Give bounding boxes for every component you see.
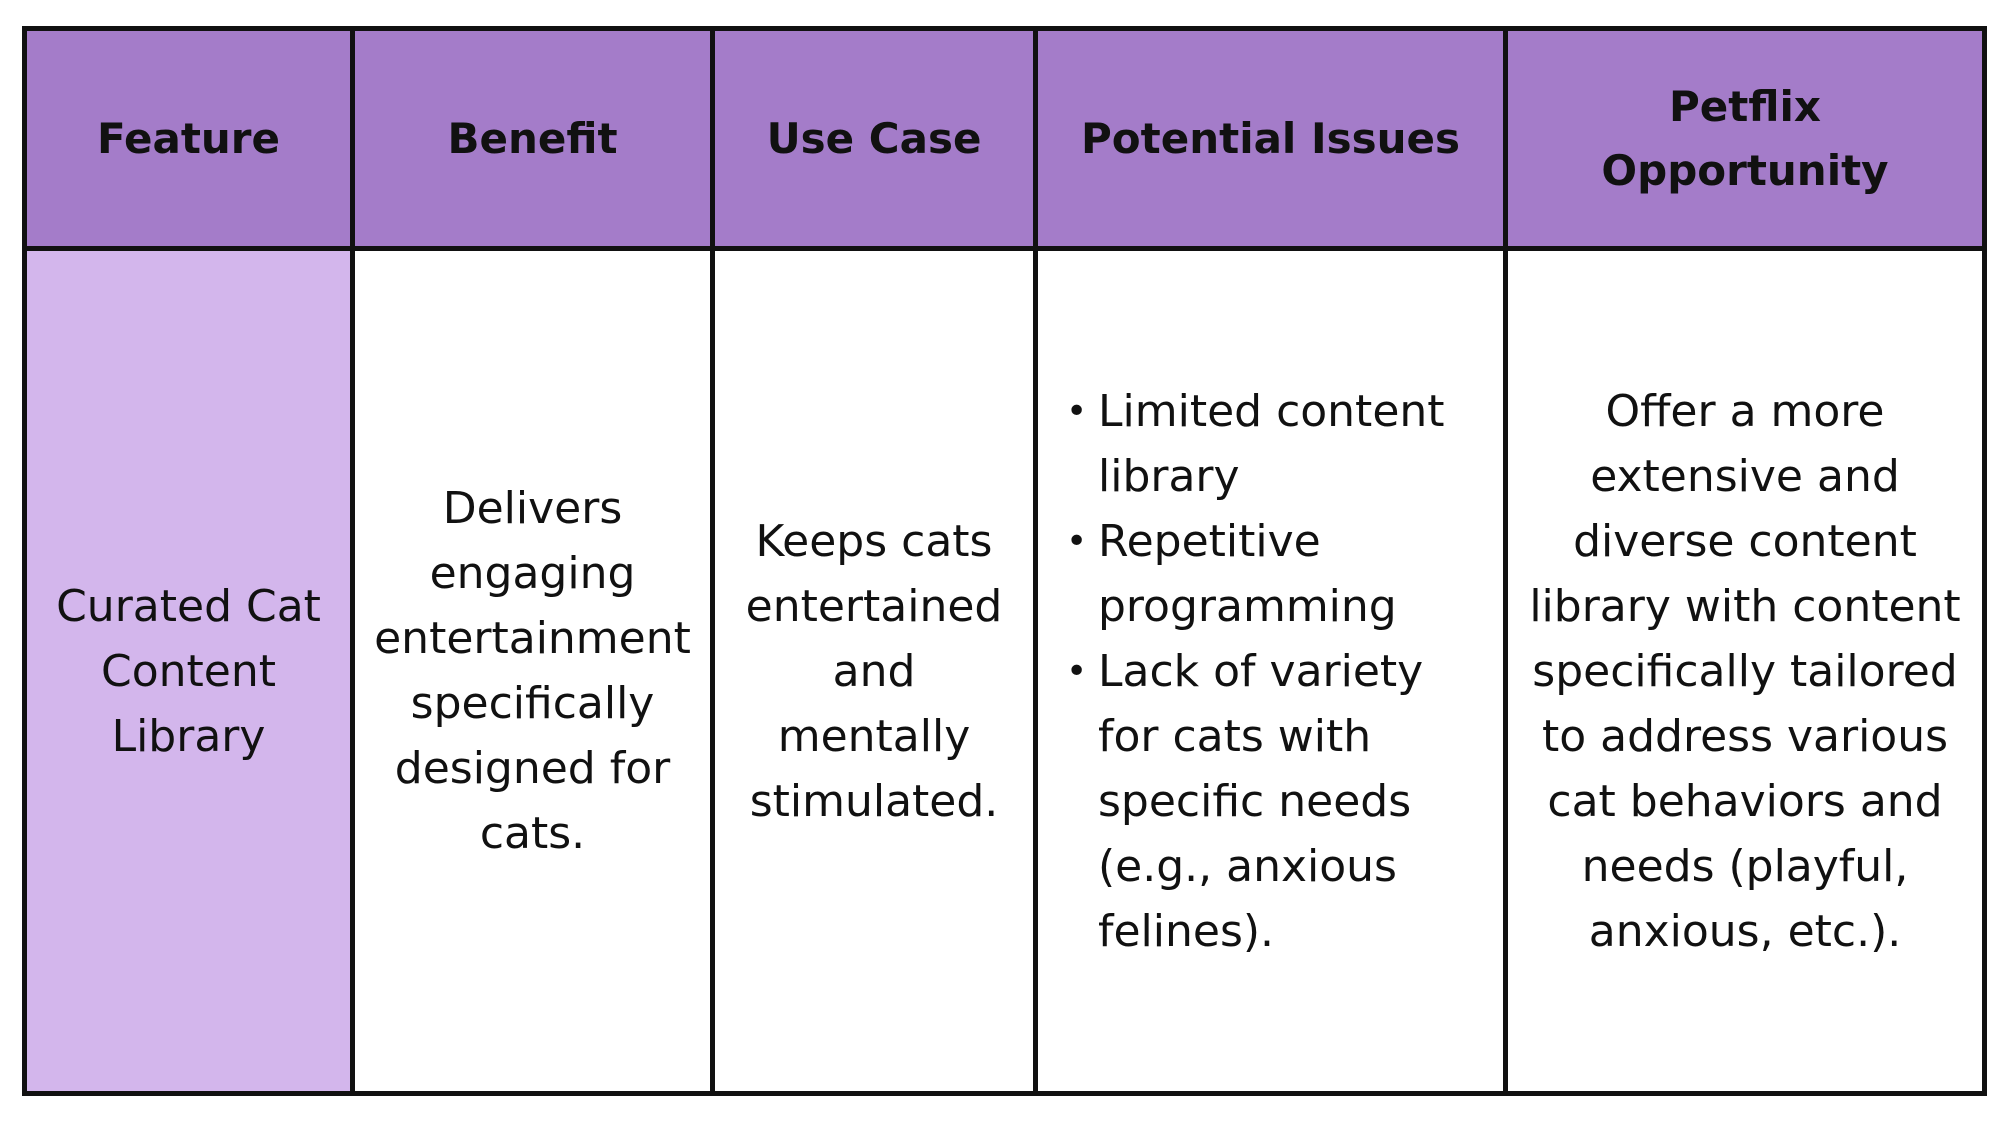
list-item: • Repetitive programming	[1060, 509, 1489, 639]
header-feature: Feature	[25, 29, 353, 249]
header-petflix-opportunity-label: Petflix Opportunity	[1601, 81, 1889, 195]
feature-text: Curated Cat Content Library	[56, 580, 321, 762]
potential-issues-list	[1060, 379, 1489, 964]
potential-issues-cell	[1036, 249, 1506, 1094]
header-benefit: Benefit	[353, 29, 713, 249]
benefit-cell	[353, 249, 713, 1094]
header-potential-issues: Potential Issues	[1036, 29, 1506, 249]
benefit-text: Delivers engaging entertainment specifically designed for cats.	[374, 483, 691, 859]
list-item: • Lack of variety for cats with specific needs (e.g., anxious felines).	[1060, 639, 1489, 964]
petflix-opportunity-text: Offer a more extensive and diverse content library with content specifically tailored to address various cat behaviors and needs (playful, anxious, etc.).	[1529, 385, 1961, 957]
use-case-cell	[713, 249, 1036, 1094]
feature-comparison-table	[22, 26, 1987, 1096]
header-petflix-opportunity	[1506, 29, 1985, 249]
table-row	[25, 249, 1985, 1094]
table-header-row	[25, 29, 1985, 249]
comparison-table-container	[22, 26, 1982, 1096]
petflix-opportunity-cell	[1506, 249, 1985, 1094]
list-item: • Limited content library	[1060, 379, 1489, 509]
use-case-text: Keeps cats entertained and mentally stimulated.	[745, 515, 1003, 827]
feature-cell	[25, 249, 353, 1094]
header-use-case: Use Case	[713, 29, 1036, 249]
